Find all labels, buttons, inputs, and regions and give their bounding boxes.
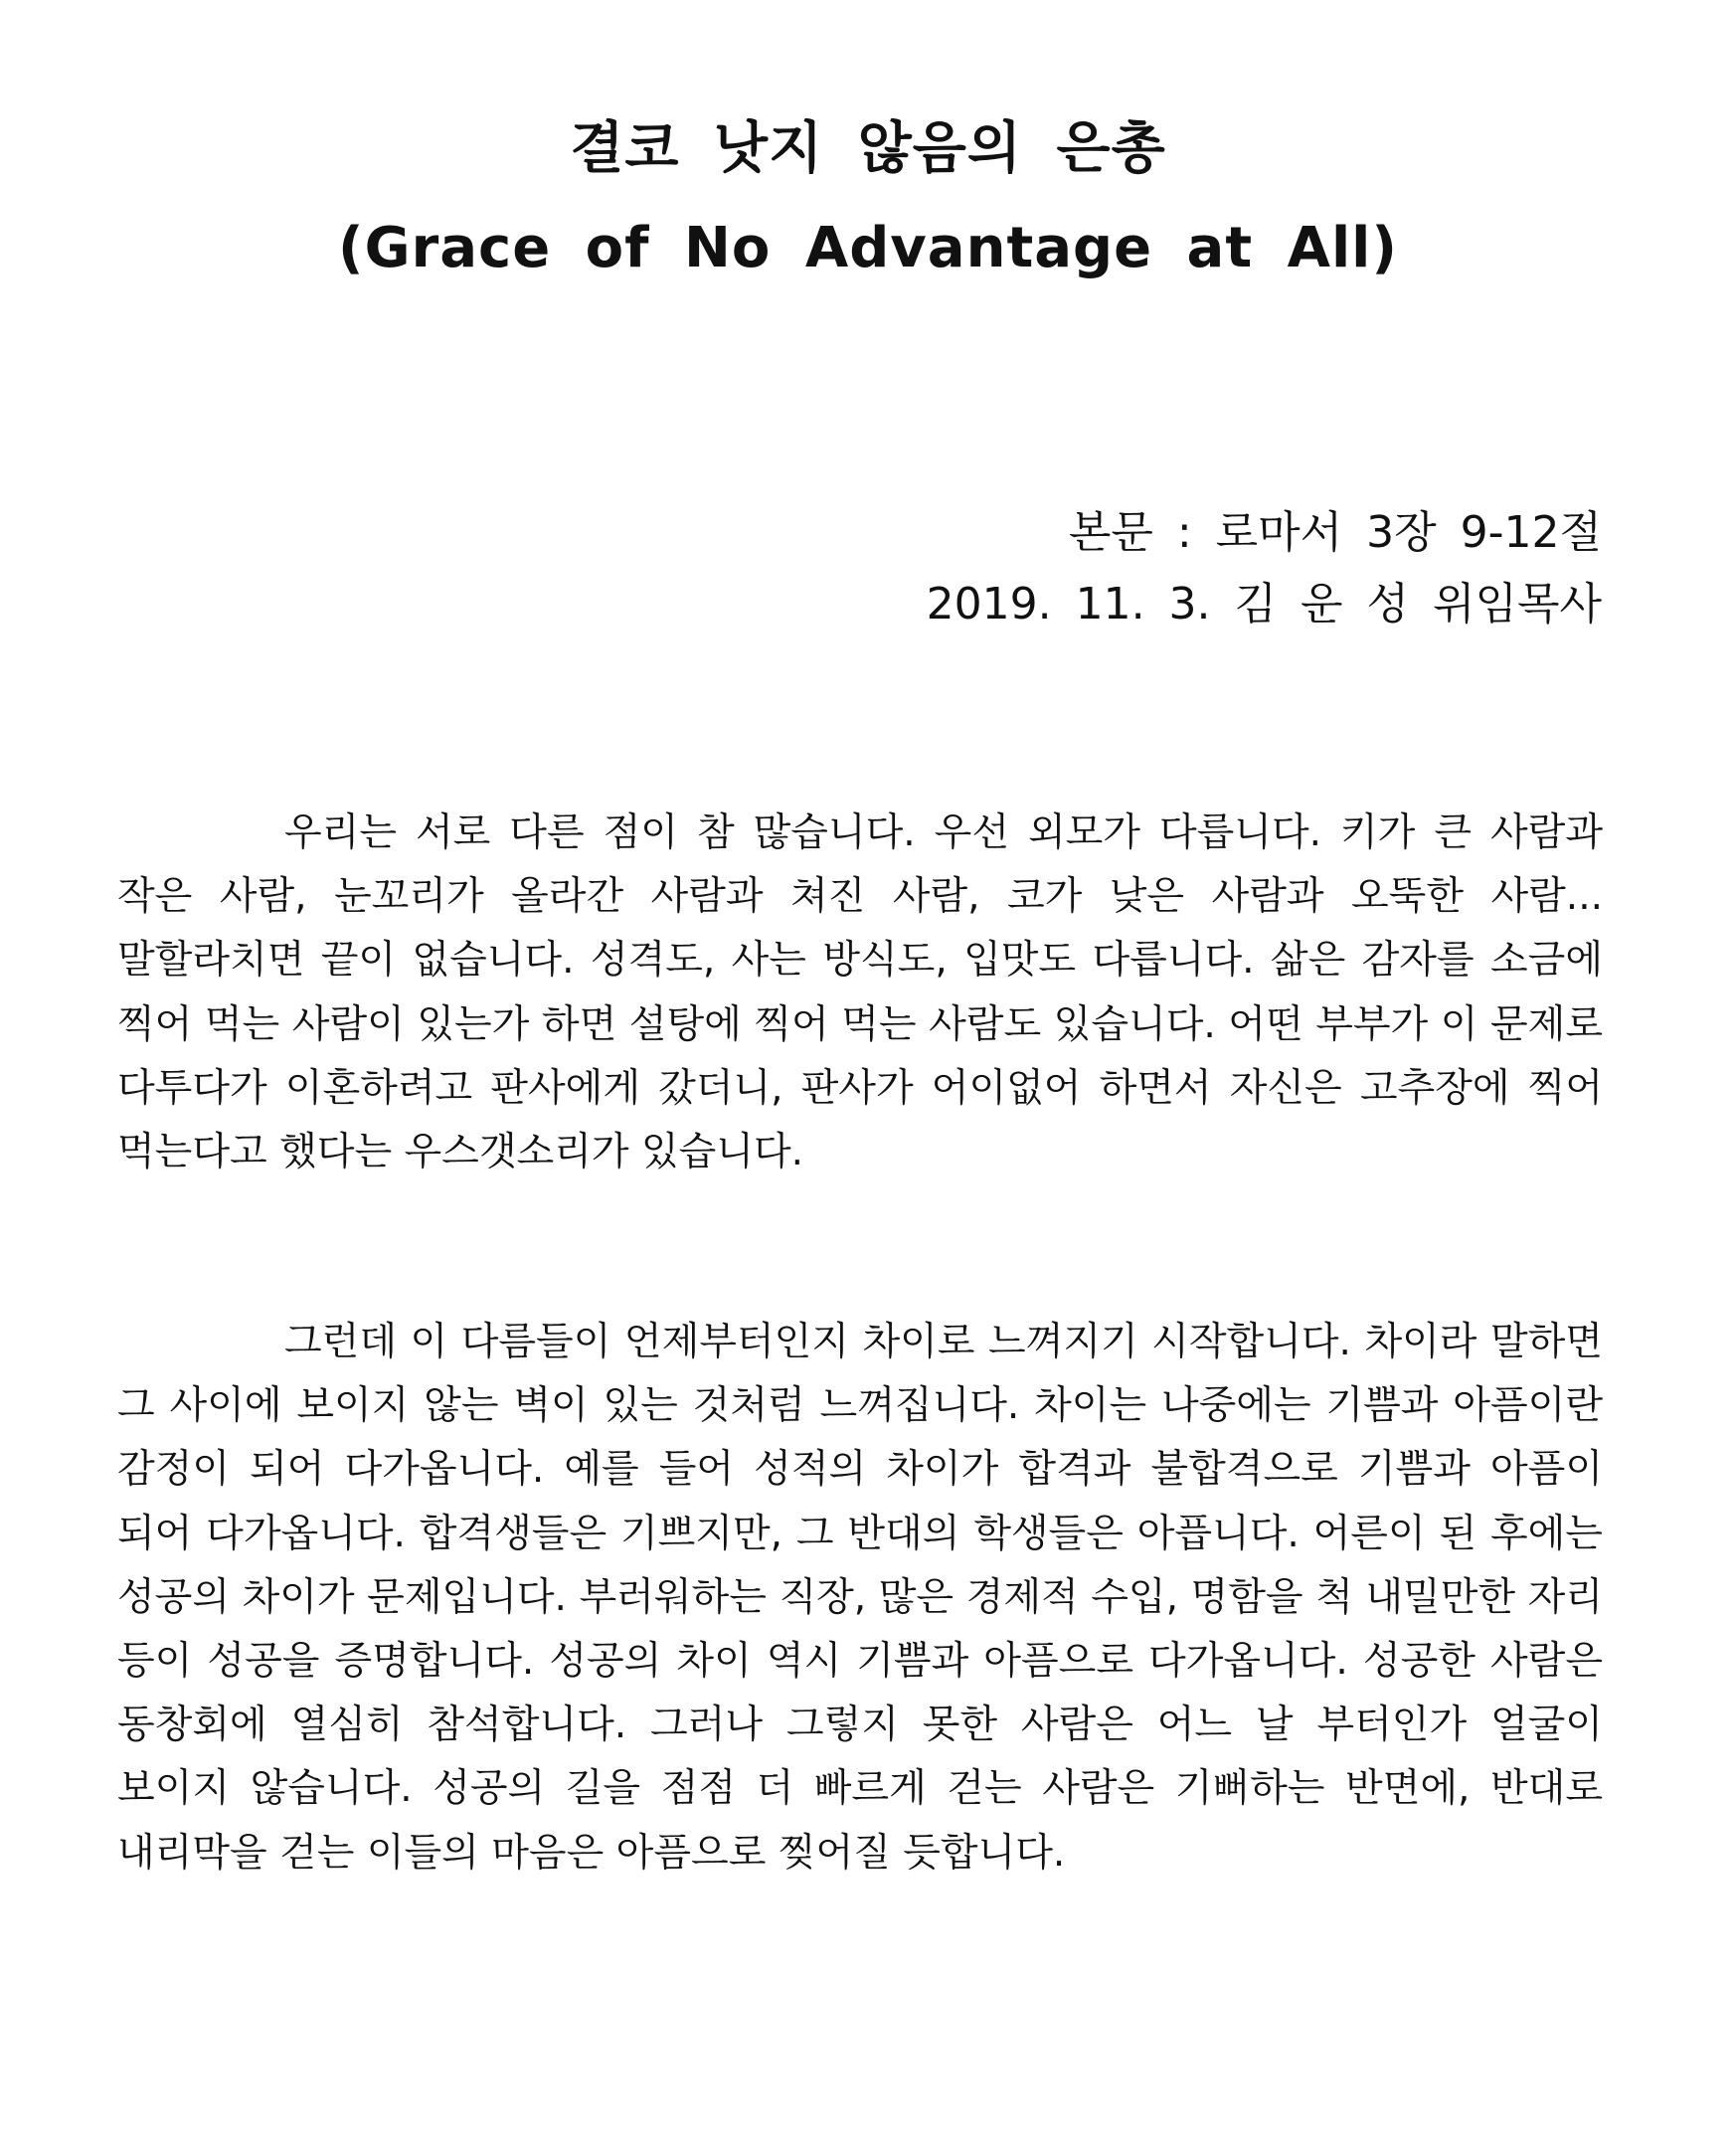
- title-block: [0, 99, 1736, 298]
- paragraph-text: 우리는 서로 다른 점이 참 많습니다. 우선 외모가 다릅니다. 키가 큰 사람과 작은 사람, 눈꼬리가 올라간 사람과 쳐진 사람, 코가 낮은 사람과 오뚝한 사람... 말할라치면 끝이 없습니다. 성격도, 사는 방식도, 입맛도 다릅니다. 삶은 감자를 소금에 찍어 먹는 사람이 있는가 하면 설탕에 찍어 먹는 사람도 있습니다. 어떤 부부가 이 문제로 다투다가 이혼하려고 판사에게 갔더니, 판사가 어이없어 하면서 자신은 고추장에 찍어 먹는다고 했다는 우스갯소리가 있습니다.: [117, 810, 1603, 1175]
- date-author: 2019. 11. 3. 김 운 성 위임목사: [926, 579, 1602, 629]
- scripture-reference: 본문 : 로마서 3장 9-12절: [1068, 507, 1602, 558]
- title-english: (Grace of No Advantage at All): [338, 216, 1398, 280]
- sermon-meta: [927, 497, 1602, 640]
- paragraph: [117, 1311, 1603, 1886]
- paragraph: [117, 802, 1603, 1184]
- title-korean: 결코 낫지 않음의 은총: [570, 116, 1166, 181]
- paragraph-text: 그런데 이 다름들이 언제부터인지 차이로 느껴지기 시작합니다. 차이라 말하면 그 사이에 보이지 않는 벽이 있는 것처럼 느껴집니다. 차이는 나중에는 기쁨과 아픔이란 감정이 되어 다가옵니다. 예를 들어 성적의 차이가 합격과 불합격으로 기쁨과 아픔이 되어 다가옵니다. 합격생들은 기쁘지만, 그 반대의 학생들은 아픕니다. 어른이 된 후에는 성공의 차이가 문제입니다. 부러워하는 직장, 많은 경제적 수입, 명함을 척 내밀만한 자리 등이 성공을 증명합니다. 성공의 차이 역시 기쁨과 아픔으로 다가옵니다. 성공한 사람은 동창회에 열심히 참석합니다. 그러나 그렇지 못한 사람은 어느 날 부터인가 얼굴이 보이지 않습니다. 성공의 길을 점점 더 빠르게 걷는 사람은 기뻐하는 반면에, 반대로 내리막을 걷는 이들의 마음은 아픔으로 찢어질 듯합니다.: [117, 1320, 1603, 1876]
